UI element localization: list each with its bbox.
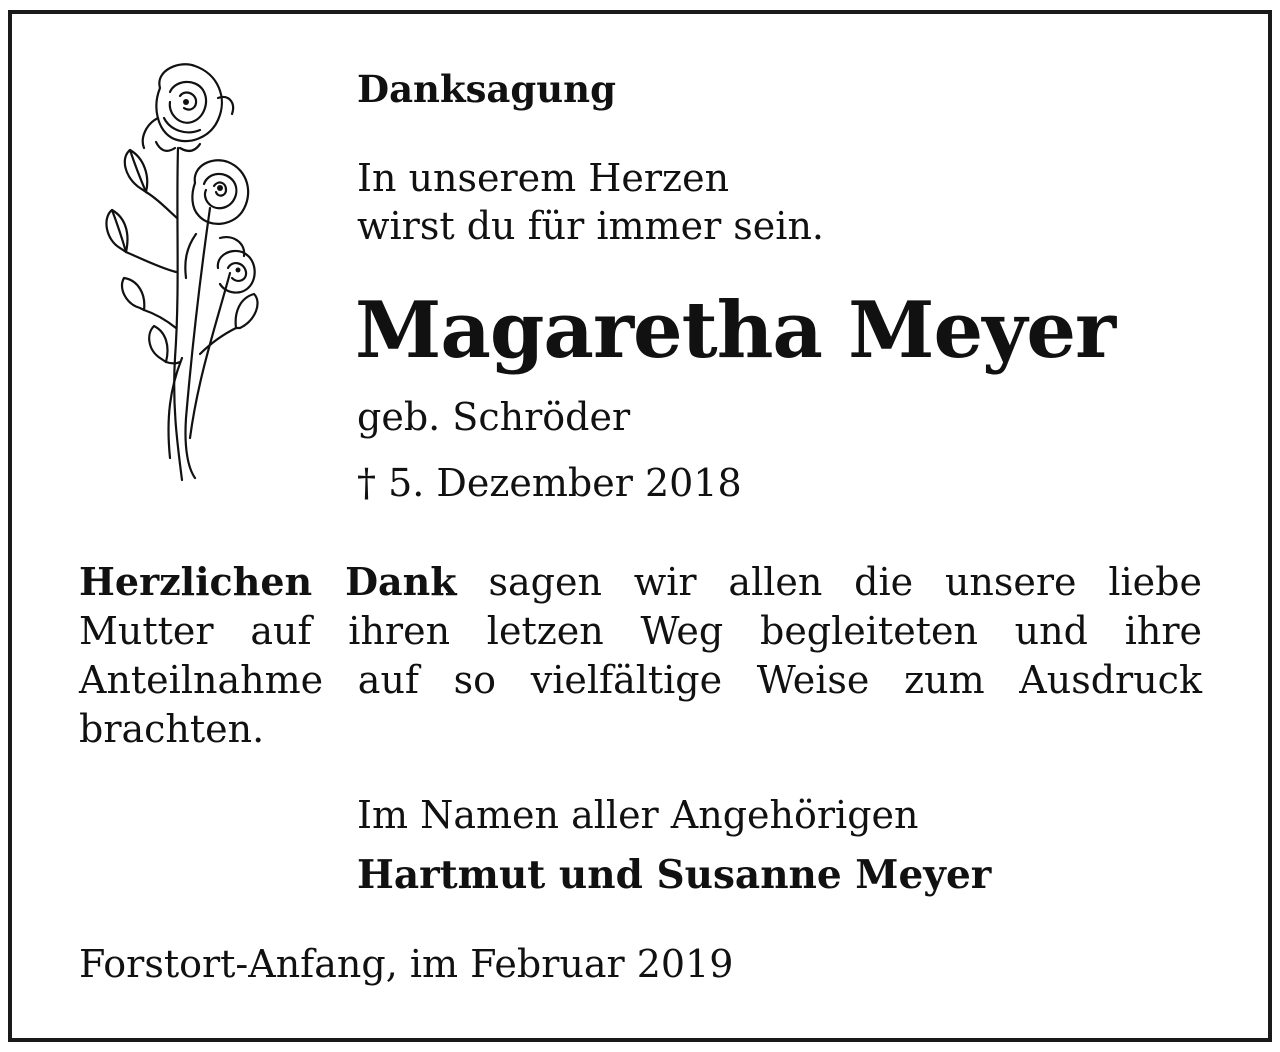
signers: Hartmut und Susanne Meyer	[357, 852, 992, 898]
rose-bouquet-icon	[100, 58, 270, 488]
place-date: Forstort-Anfang, im Februar 2019	[79, 942, 734, 986]
memorial-verse	[357, 154, 1057, 250]
thanks-text: sagen wir allen die unsere liebe Mutter auf ihren letzen Weg begleiteten und ihre Anteilnahme auf so vielfältige Weise zum Ausdruck brachten.	[79, 560, 1202, 751]
verse-line: wirst du für immer sein.	[357, 204, 825, 248]
notice-heading: Danksagung	[357, 67, 616, 111]
thanks-lead: Herzlichen Dank	[79, 559, 457, 604]
deceased-name: Magaretha Meyer	[355, 285, 1116, 376]
verse-line: In unserem Herzen	[357, 156, 730, 200]
maiden-name: geb. Schröder	[357, 395, 631, 439]
thanks-paragraph	[79, 557, 1202, 754]
closing-line: Im Namen aller Angehörigen	[357, 793, 919, 837]
death-date: † 5. Dezember 2018	[357, 461, 742, 505]
